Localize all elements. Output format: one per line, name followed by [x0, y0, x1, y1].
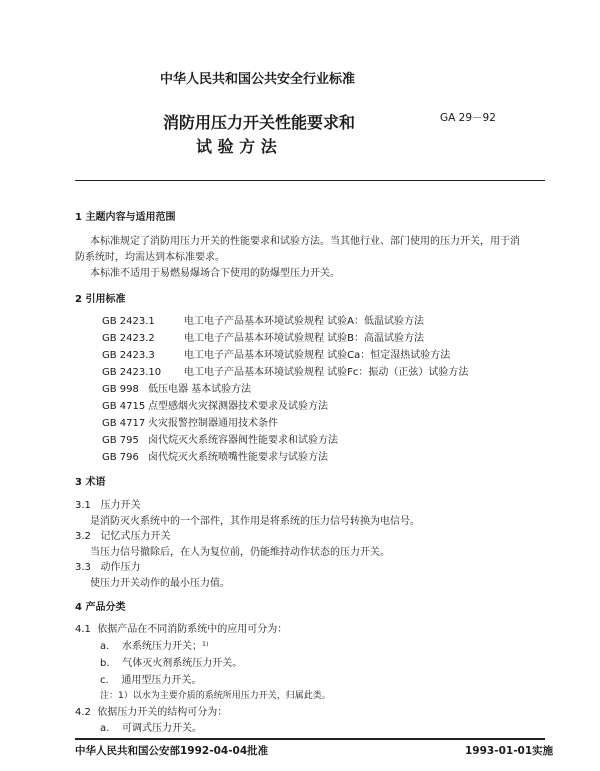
reference-item [102, 363, 468, 378]
approval-line: 中华人民共和国公安部1992-04-04批准 [75, 745, 269, 757]
reference-item [102, 448, 328, 463]
section-3-heading: 3 术语 [75, 477, 106, 488]
section-1-heading: 1 主题内容与适用范围 [75, 212, 176, 223]
clause-text: 依据产品在不同消防系统中的应用可分为： [97, 624, 288, 635]
reference-title: 火灾报警控制器通用技术条件 [148, 418, 278, 429]
clause-4-1 [75, 620, 287, 635]
reference-title: 电工电子产品基本环境试验规程 试验Ca：恒定湿热试验方法 [184, 350, 451, 361]
reference-code: GB 2423.10 [102, 367, 162, 378]
reference-code: GB 796 [102, 452, 139, 463]
section-2-heading: 2 引用标准 [75, 294, 126, 305]
footnote: 注：1）以水为主要介质的系统所用压力开关，归属此类。 [100, 691, 331, 701]
reference-code: GB 4717 [102, 418, 146, 429]
clause-number: 4.2 [75, 707, 91, 718]
implementation-date: 1993-01-01实施 [465, 745, 554, 757]
s1-paragraph-1-line1: 本标准规定了消防用压力开关的性能要求和试验方法。当其他行业、部门使用的压力开关，用于消 [90, 236, 520, 247]
standard-code: GA 29－92 [440, 112, 496, 124]
section-4-heading: 4 产品分类 [75, 602, 126, 613]
list-label: a. [100, 641, 110, 652]
reference-item [102, 329, 424, 344]
reference-title: 卤代烷灭火系统容器阀性能要求和试验方法 [148, 435, 338, 446]
list-label: a. [100, 723, 110, 734]
term-3-1-heading [75, 496, 140, 511]
clause-text: 依据压力开关的结构可分为： [97, 707, 228, 718]
reference-title: 电工电子产品基本环境试验规程 试验A：低温试验方法 [184, 316, 425, 327]
term-number: 3.1 [75, 500, 91, 511]
reference-code: GB 998 [102, 384, 139, 395]
term-number: 3.2 [75, 531, 91, 542]
list-item [100, 719, 202, 734]
reference-item [102, 312, 424, 327]
term-3-2-heading [75, 527, 170, 542]
reference-code: GB 795 [102, 435, 139, 446]
reference-item [102, 380, 251, 395]
clause-4-2 [75, 703, 227, 718]
doc-title-line2: 试 验 方 法 [196, 137, 277, 156]
reference-title: 卤代烷灭火系统喷嘴性能要求与试验方法 [148, 452, 328, 463]
term-title: 动作压力 [100, 562, 141, 573]
clause-number: 4.1 [75, 624, 91, 635]
reference-title: 低压电器 基本试验方法 [148, 384, 252, 395]
list-label: c. [100, 675, 109, 686]
reference-item [102, 397, 328, 412]
reference-code: GB 2423.1 [102, 316, 155, 327]
list-label: b. [100, 658, 110, 669]
footer-divider [75, 738, 545, 740]
list-item [100, 671, 201, 686]
list-text: 可调式压力开关。 [122, 723, 203, 734]
reference-item [102, 431, 338, 446]
term-3-3-definition: 使压力开关动作的最小压力值。 [90, 578, 230, 589]
reference-item [102, 414, 278, 429]
reference-title: 点型感烟火灾探测器技术要求及试验方法 [148, 401, 328, 412]
list-text: 气体灭火剂系统压力开关。 [122, 658, 243, 669]
s1-paragraph-2: 本标准不适用于易燃易爆场合下使用的防爆型压力开关。 [90, 268, 340, 279]
term-title: 压力开关 [100, 500, 141, 511]
list-text: 通用型压力开关。 [121, 675, 202, 686]
s1-paragraph-1-line2: 防系统时，均需达到本标准要求。 [75, 252, 225, 263]
term-3-1-definition: 是消防灭火系统中的一个部件，其作用是将系统的压力信号转换为电信号。 [90, 516, 420, 527]
org-standard-title: 中华人民共和国公共安全行业标准 [160, 72, 356, 87]
header-divider [75, 180, 545, 181]
reference-title: 电工电子产品基本环境试验规程 试验B：高温试验方法 [184, 333, 425, 344]
list-item [100, 637, 209, 652]
doc-title-line1: 消防用压力开关性能要求和 [163, 113, 356, 132]
reference-item [102, 346, 450, 361]
term-number: 3.3 [75, 562, 91, 573]
list-item [100, 654, 242, 669]
reference-code: GB 4715 [102, 401, 146, 412]
list-text: 水系统压力开关；¹⁾ [122, 641, 209, 652]
reference-code: GB 2423.2 [102, 333, 155, 344]
term-3-2-definition: 当压力信号撤除后，在人为复位前，仍能维持动作状态的压力开关。 [90, 547, 390, 558]
term-3-3-heading [75, 558, 140, 573]
term-title: 记忆式压力开关 [100, 531, 171, 542]
reference-title: 电工电子产品基本环境试验规程 试验Fc：振动（正弦）试验方法 [184, 367, 469, 378]
reference-code: GB 2423.3 [102, 350, 155, 361]
